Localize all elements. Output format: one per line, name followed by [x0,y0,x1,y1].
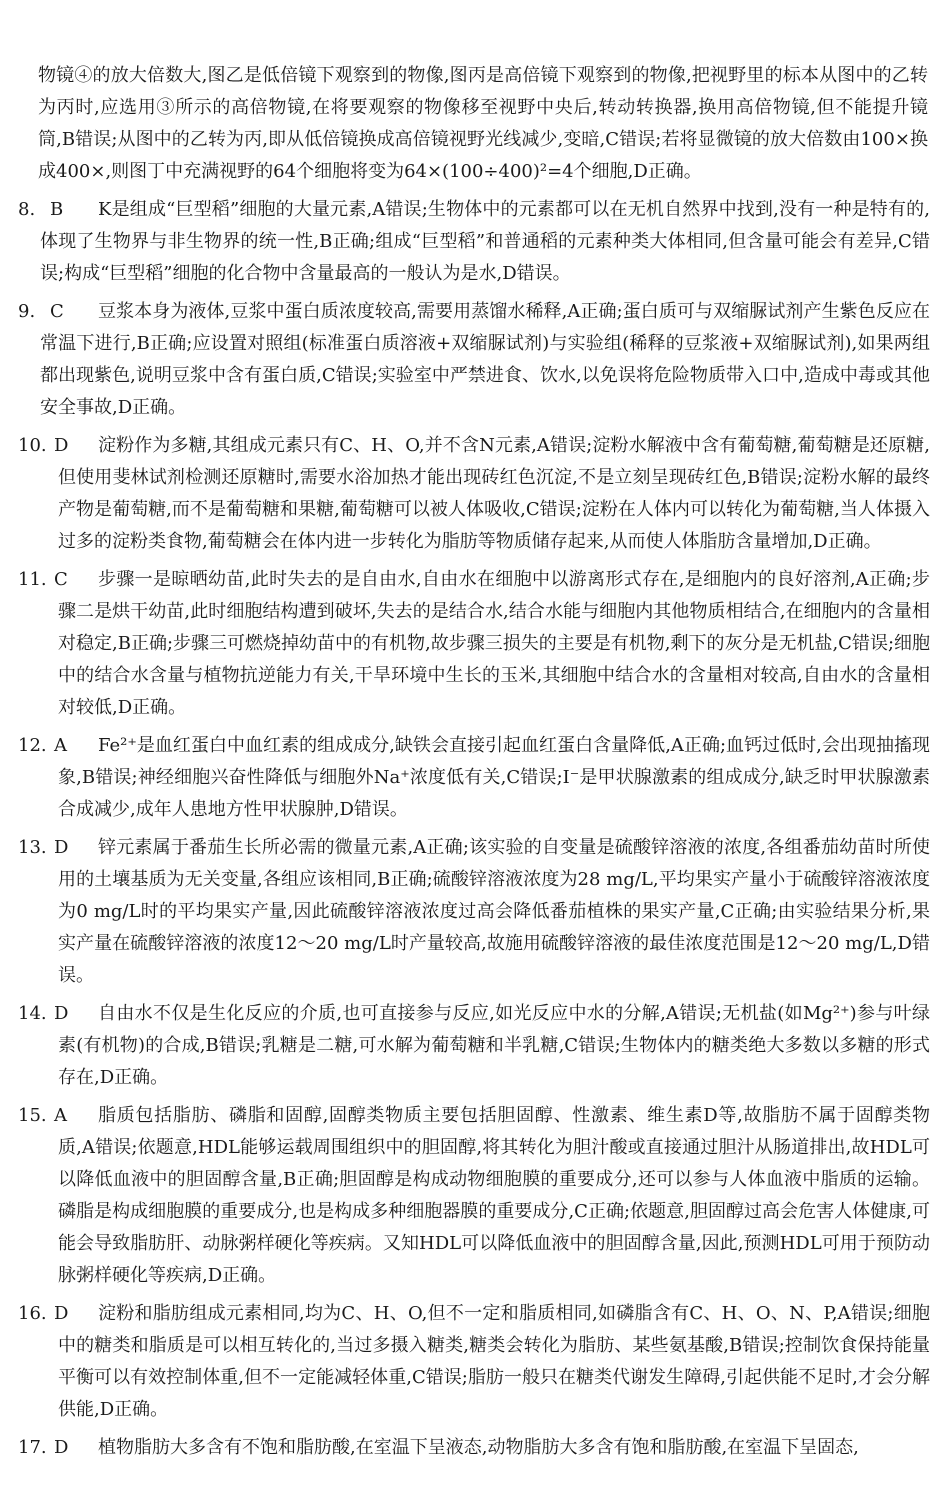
item-number: 16. [18,1303,47,1324]
item-number: 11. [18,569,47,590]
item-explanation: 自由水不仅是生化反应的介质,也可直接参与反应,如光反应中水的分解,A错误;无机盐(如Mg²⁺)参与叶绿素(有机物)的合成,B错误;乳糖是二糖,可水解为葡萄糖和半乳糖,C错误;生物体内的糖类绝大多数以多糖的形式存在,D正确。 [58,1003,930,1088]
item-number: 9. [18,301,36,322]
answer-item-16 [18,1298,930,1426]
item-explanation: 步骤一是晾晒幼苗,此时失去的是自由水,自由水在细胞中以游离形式存在,是细胞内的良好溶剂,A正确;步骤二是烘干幼苗,此时细胞结构遭到破坏,失去的是结合水,结合水能与细胞内其他物质相结合,在细胞内的含量相对稳定,B正确;步骤三可燃烧掉幼苗中的有机物,故步骤三损失的主要是有机物,剩下的灰分是无机盐,C错误;细胞中的结合水含量与植物抗逆能力有关,干旱环境中生长的玉米,其细胞中结合水的含量相对较高,自由水的含量相对较低,D正确。 [58,569,931,718]
item-answer: C [50,301,64,322]
answer-item-12 [18,730,930,826]
answer-item-17 [18,1432,930,1464]
item-explanation: K是组成“巨型稻”细胞的大量元素,A错误;生物体中的元素都可以在无机自然界中找到,没有一种是特有的,体现了生物界与非生物界的统一性,B正确;组成“巨型稻”和普通稻的元素种类大体相同,但含量可能会有差异,C错误;构成“巨型稻”细胞的化合物中含量最高的一般认为是水,D错误。 [40,199,930,284]
item-answer: D [54,1003,69,1024]
item-number: 8. [18,199,36,220]
item-answer: B [50,199,64,220]
item-explanation: 淀粉作为多糖,其组成元素只有C、H、O,并不含N元素,A错误;淀粉水解液中含有葡萄糖,葡萄糖是还原糖,但使用斐林试剂检测还原糖时,需要水浴加热才能出现砖红色沉淀,不是立刻呈现砖红色,B错误;淀粉水解的最终产物是葡萄糖,而不是葡萄糖和果糖,葡萄糖可以被人体吸收,C错误;淀粉在人体内可以转化为葡萄糖,当人体摄入过多的淀粉类食物,葡萄糖会在体内进一步转化为脂肪等物质储存起来,从而使人体脂肪含量增加,D正确。 [58,435,930,552]
item-explanation: 植物脂肪大多含有不饱和脂肪酸,在室温下呈液态,动物脂肪大多含有饱和脂肪酸,在室温下呈固态, [98,1437,859,1458]
item-answer: A [54,735,67,756]
item-explanation: 锌元素属于番茄生长所必需的微量元素,A正确;该实验的自变量是硫酸锌溶液的浓度,各组番茄幼苗时所使用的土壤基质为无关变量,各组应该相同,B正确;硫酸锌溶液浓度为28 mg/L,平均果实产量小于硫酸锌溶液浓度为0 mg/L时的平均果实产量,因此硫酸锌溶液浓度过高会降低番茄植株的果实产量,C正确;由实验结果分析,果实产量在硫酸锌溶液的浓度12～20 mg/L时产量较高,故施用硫酸锌溶液的最佳浓度范围是12～20 mg/L,D错误。 [58,837,930,986]
item-answer: A [54,1105,67,1126]
answer-item-11 [18,564,930,724]
item-answer: D [54,1437,69,1458]
item-answer: C [54,569,68,590]
item-answer: D [54,1303,69,1324]
item-explanation: 豆浆本身为液体,豆浆中蛋白质浓度较高,需要用蒸馏水稀释,A正确;蛋白质可与双缩脲试剂产生紫色反应在常温下进行,B正确;应设置对照组(标准蛋白质溶液+双缩脲试剂)与实验组(稀释的豆浆液+双缩脲试剂),如果两组都出现紫色,说明豆浆中含有蛋白质,C错误;实验室中严禁进食、饮水,以免误将危险物质带入口中,造成中毒或其他安全事故,D正确。 [40,301,930,418]
intro-paragraph: 物镜④的放大倍数大,图乙是低倍镜下观察到的物像,图丙是高倍镜下观察到的物像,把视野里的标本从图中的乙转为丙时,应选用③所示的高倍物镜,在将要观察的物像移至视野中央后,转动转换器,换用高倍物镜,但不能提升镜筒,B错误;从图中的乙转为丙,即从低倍镜换成高倍镜视野光线减少,变暗,C错误;若将显微镜的放大倍数由100×换成400×,则图丁中充满视野的64个细胞将变为64×(100÷400)²=4个细胞,D正确。 [38,65,928,182]
item-explanation: 脂质包括脂肪、磷脂和固醇,固醇类物质主要包括胆固醇、性激素、维生素D等,故脂肪不属于固醇类物质,A错误;依题意,HDL能够运载周围组织中的胆固醇,将其转化为胆汁酸或直接通过胆汁从肠道排出,故HDL可以降低血液中的胆固醇含量,B正确;胆固醇是构成动物细胞膜的重要成分,还可以参与人体血液中脂质的运输。磷脂是构成细胞膜的重要成分,也是构成多种细胞器膜的重要成分,C正确;依题意,胆固醇过高会危害人体健康,可能会导致脂肪肝、动脉粥样硬化等疾病。又知HDL可以降低血液中的胆固醇含量,因此,预测HDL可用于预防动脉粥样硬化等疾病,D正确。 [58,1105,930,1286]
answer-item-10 [18,430,930,558]
answer-item-8 [18,194,930,290]
answer-item-9 [18,296,930,424]
item-explanation: 淀粉和脂肪组成元素相同,均为C、H、O,但不一定和脂质相同,如磷脂含有C、H、O、N、P,A错误;细胞中的糖类和脂质是可以相互转化的,当过多摄入糖类,糖类会转化为脂肪、某些氨基酸,B错误;控制饮食保持能量平衡可以有效控制体重,但不一定能减轻体重,C错误;脂肪一般只在糖类代谢发生障碍,引起供能不足时,才会分解供能,D正确。 [58,1303,930,1420]
item-number: 13. [18,837,47,858]
item-number: 14. [18,1003,47,1024]
answer-item-14 [18,998,930,1094]
answer-item-13 [18,832,930,992]
item-number: 10. [18,435,47,456]
item-number: 15. [18,1105,47,1126]
item-answer: D [54,837,69,858]
item-explanation: Fe²⁺是血红蛋白中血红素的组成成分,缺铁会直接引起血红蛋白含量降低,A正确;血钙过低时,会出现抽搐现象,B错误;神经细胞兴奋性降低与细胞外Na⁺浓度低有关,C错误;I⁻是甲状腺激素的组成成分,缺乏时甲状腺激素合成减少,成年人患地方性甲状腺肿,D错误。 [58,735,930,820]
item-answer: D [54,435,69,456]
answer-item-15 [18,1100,930,1292]
item-number: 17. [18,1437,47,1458]
item-number: 12. [18,735,47,756]
